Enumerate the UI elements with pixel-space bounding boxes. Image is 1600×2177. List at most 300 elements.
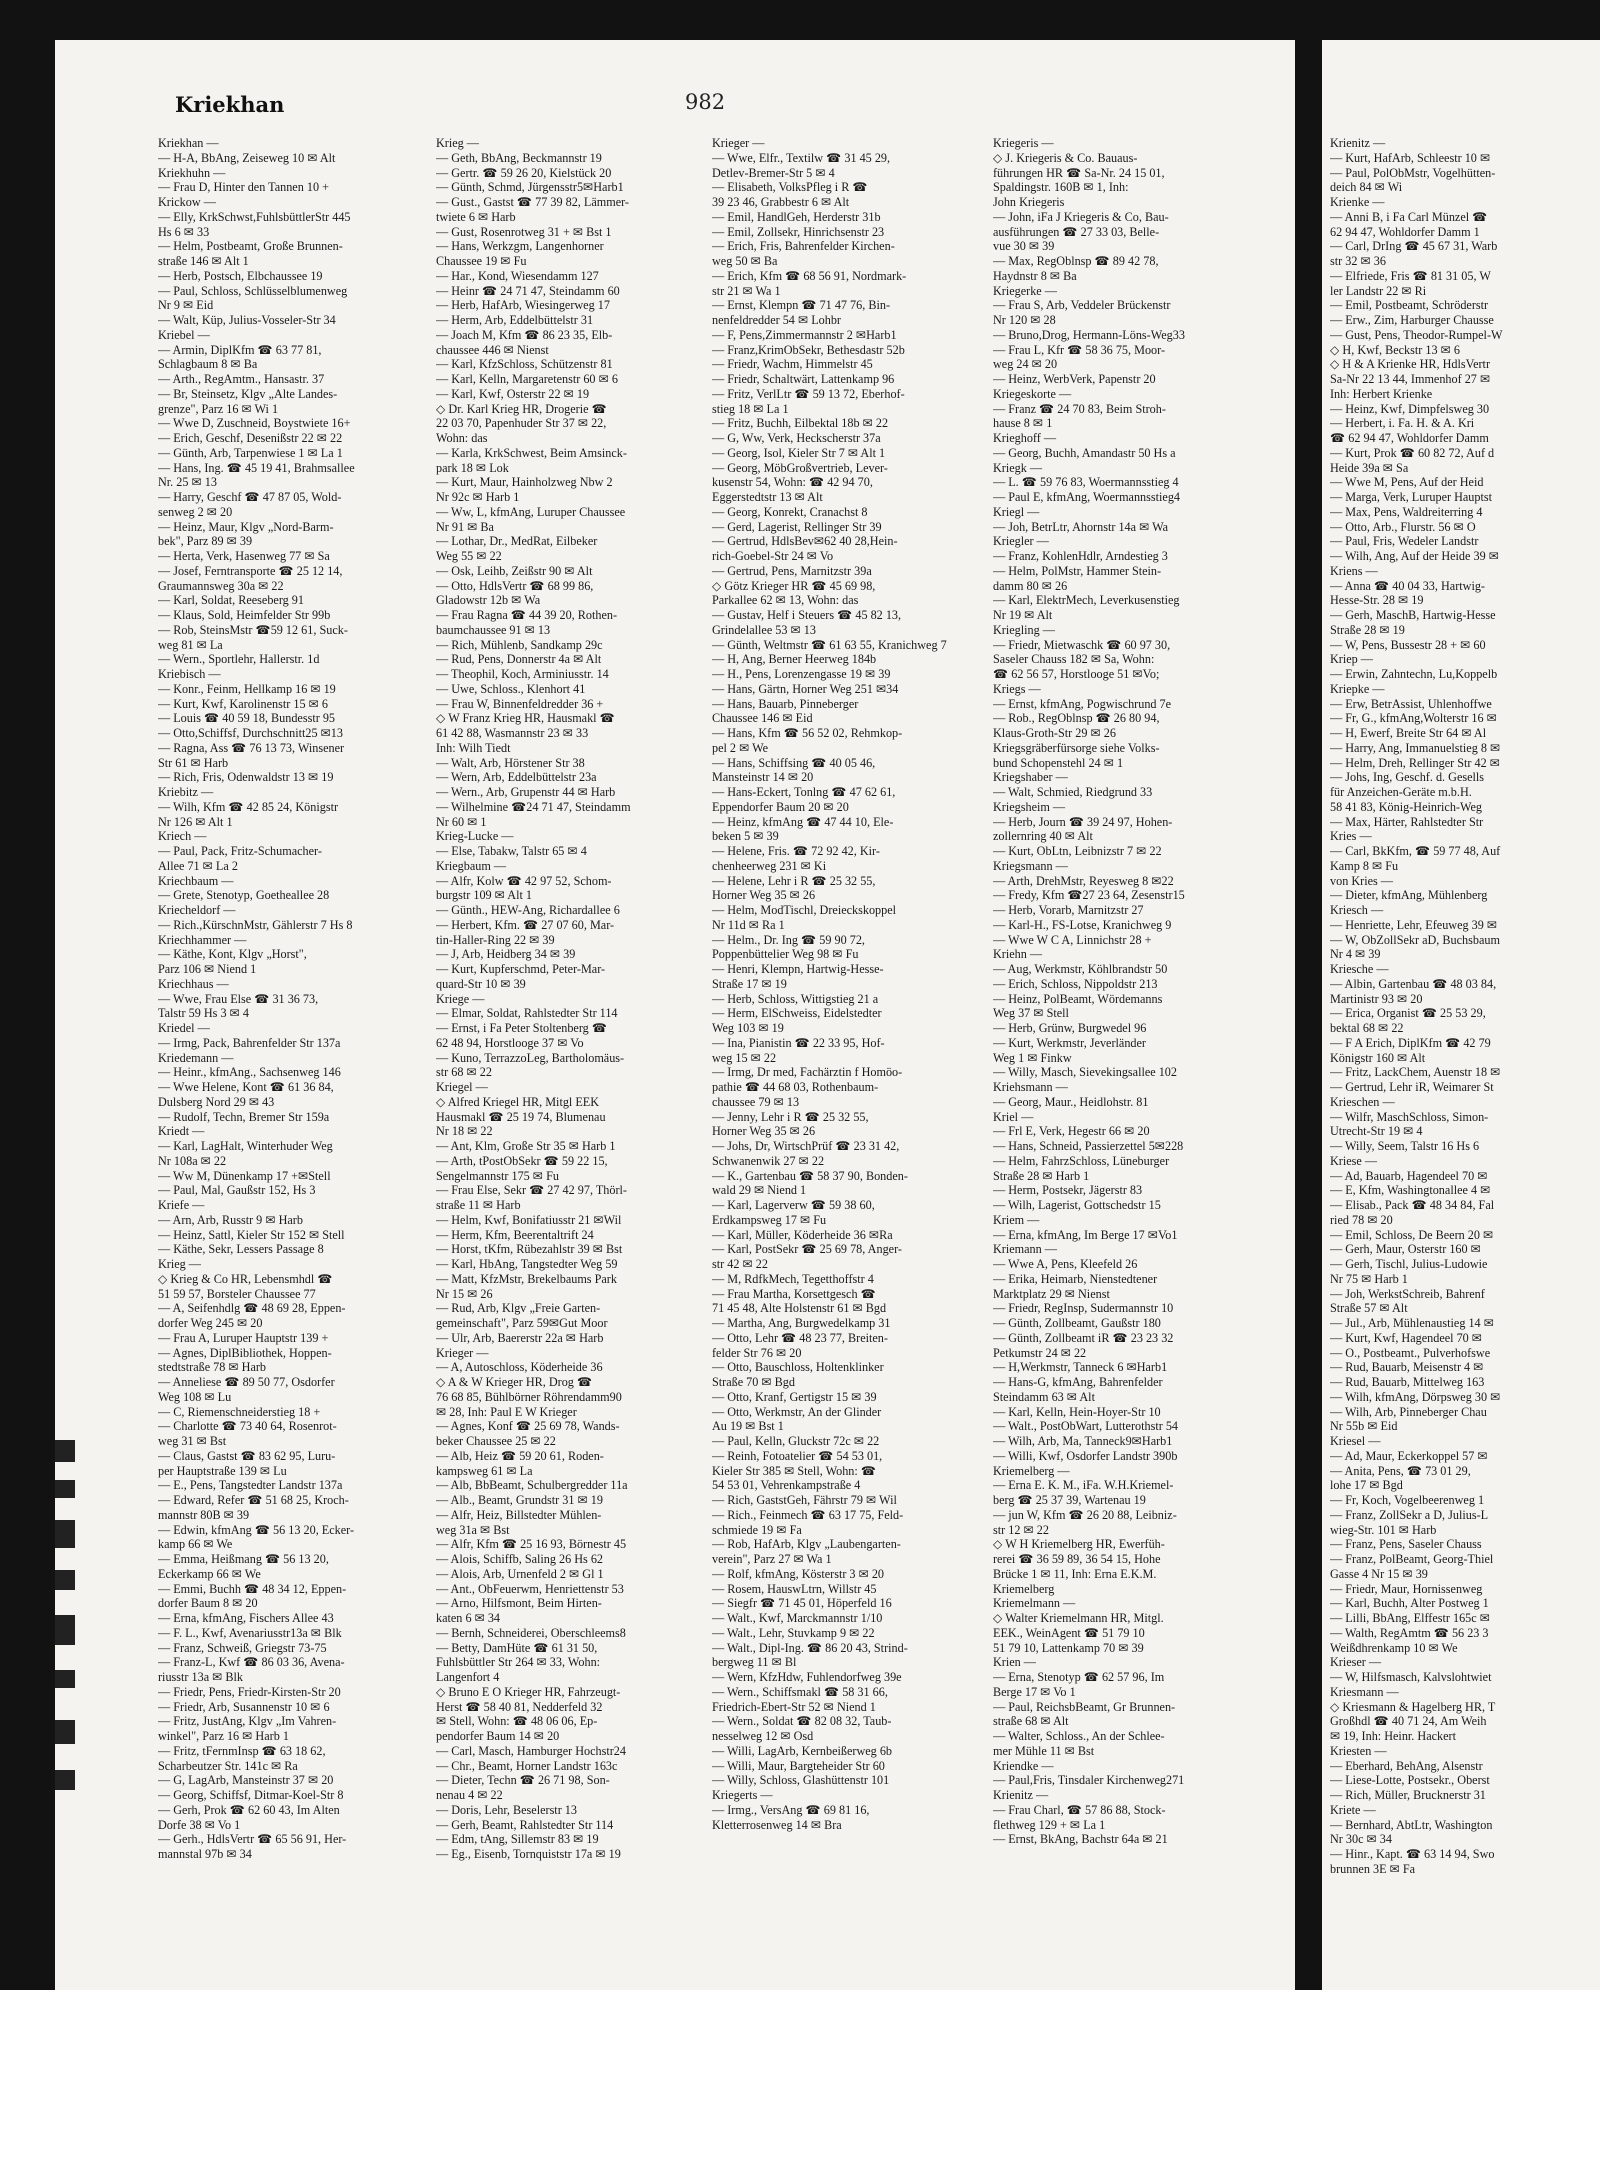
directory-line: — Ad, Maur, Eckerkoppel 57 ✉ [1330, 1448, 1488, 1463]
directory-line: baumchaussee 91 ✉ 13 [436, 622, 551, 637]
directory-line: — Georg, Buchh, Amandastr 50 Hs a [993, 445, 1176, 460]
directory-line: — Alfr, Heiz, Billstedter Mühlen- [436, 1507, 602, 1522]
directory-line: — Frau L, Kfr ☎ 58 36 75, Moor- [993, 342, 1165, 357]
directory-line: — W, Pens, Bussestr 28 + ✉ 60 [1330, 637, 1486, 652]
directory-line: — Walter, Schloss., An der Schlee- [993, 1729, 1165, 1743]
directory-line: — Erw, BetrAssist, Uhlenhoffwe [1330, 696, 1492, 711]
directory-line: Kriegl — [993, 504, 1040, 519]
directory-line: Kriemelmann — [993, 1596, 1076, 1611]
directory-line: straße 11 ✉ Harb [436, 1198, 521, 1212]
directory-line: Dorfe 38 ✉ Vo 1 [158, 1817, 241, 1832]
directory-line: — Alb, Heiz ☎ 59 20 61, Roden- [436, 1448, 604, 1463]
directory-line: Utrecht-Str 19 ✉ 4 [1330, 1124, 1423, 1139]
directory-line: — A, Autoschloss, Köderheide 36 [436, 1360, 603, 1375]
directory-line: — Georg, Maur., Heidlohstr. 81 [993, 1094, 1149, 1109]
directory-line: 39 23 46, Grabbestr 6 ✉ Alt [712, 195, 850, 209]
directory-line: Kriedt — [158, 1124, 205, 1139]
directory-line: Kriegsgräberfürsorge siehe Volks- [993, 740, 1160, 755]
directory-line: Weg 108 ✉ Lu [158, 1389, 232, 1404]
directory-line: — Ant., ObFeuerwm, Henriettenstr 53 [436, 1581, 624, 1596]
directory-line: Kamp 8 ✉ Fu [1330, 858, 1399, 873]
directory-line: mer Mühle 11 ✉ Bst [993, 1743, 1095, 1758]
directory-line: — Har., Kond, Wiesendamm 127 [436, 268, 599, 283]
directory-line: — Hans, Kfm ☎ 56 52 02, Rehmkop- [712, 726, 903, 740]
directory-line: — F. L., Kwf, Avenariusstr13a ✉ Blk [158, 1625, 342, 1640]
directory-line: — Horst, tKfm, Rübezahlstr 39 ✉ Bst [436, 1242, 623, 1257]
directory-line: — Heinz, Kwf, Dimpfelsweg 30 [1330, 401, 1490, 416]
directory-line: — Günth, Zollbeamt iR ☎ 23 23 32 [993, 1330, 1174, 1345]
directory-line: Kriegs — [993, 681, 1041, 696]
directory-line: — jun W, Kfm ☎ 26 20 88, Leibniz- [993, 1507, 1177, 1522]
directory-line: — Herb, HafArb, Wiesingerweg 17 [436, 298, 610, 313]
directory-line: kamp 66 ✉ We [158, 1537, 233, 1552]
directory-line: Erdkampsweg 17 ✉ Fu [712, 1212, 827, 1227]
directory-line: — Günth., HEW-Ang, Richardallee 6 [436, 903, 620, 917]
directory-line: — Irmg., VersAng ☎ 69 81 16, [712, 1802, 870, 1817]
directory-line: — Harry, Geschf ☎ 47 87 05, Wold- [158, 490, 342, 504]
directory-line: flethweg 129 + ✉ La 1 [993, 1817, 1106, 1832]
directory-line: — Gustav, Helf i Steuers ☎ 45 82 13, [712, 608, 902, 622]
directory-line: Kriegeskorte — [993, 386, 1072, 401]
directory-line: stieg 18 ✉ La 1 [712, 401, 789, 416]
directory-column-3 [712, 136, 982, 1832]
directory-line: ◇ Kriesmann & Hagelberg HR, T [1330, 1699, 1496, 1714]
directory-line: Horner Weg 35 ✉ 26 [712, 1124, 816, 1139]
directory-line: — Otto, Arb., Flurstr. 56 ✉ O [1330, 519, 1476, 534]
directory-line: — Walt., PostObWart, Lutterothstr 54 [993, 1419, 1179, 1434]
directory-line: Sengelmannstr 175 ✉ Fu [436, 1168, 559, 1183]
directory-line: — M, RdfkMech, Tegetthoffstr 4 [712, 1271, 874, 1286]
directory-line: — Otto, Werkmstr, An der Glinder [712, 1404, 882, 1419]
directory-line: Horner Weg 35 ✉ 26 [712, 888, 816, 903]
directory-line: — Fr, Koch, Vogelbeerenweg 1 [1330, 1493, 1485, 1507]
directory-line: — Irmg, Dr med, Fachärztin f Homöo- [712, 1065, 903, 1080]
directory-line: Kriesche — [1330, 962, 1389, 976]
directory-line: Krieger — [712, 136, 765, 150]
directory-line: — Alb, BbBeamt, Schulbergredder 11a [436, 1478, 628, 1493]
directory-line: Kriegerke — [993, 283, 1057, 298]
directory-line: Hausmakl ☎ 25 19 74, Blumenau [436, 1109, 606, 1124]
directory-line: twiete 6 ✉ Harb [436, 209, 516, 224]
directory-line: Eppendorfer Baum 20 ✉ 20 [712, 799, 849, 814]
directory-line: Kriese — [1330, 1153, 1378, 1168]
directory-line: Kriedel — [158, 1021, 210, 1035]
directory-line: — Arn, Arb, Russtr 9 ✉ Harb [158, 1212, 303, 1227]
directory-line: weg 31a ✉ Bst [436, 1522, 510, 1537]
directory-line: — F A Erich, DiplKfm ☎ 42 79 [1330, 1035, 1491, 1050]
directory-line: — Herb, Vorarb, Marnitzstr 27 [993, 903, 1144, 917]
directory-line: — Frau W, Binnenfeldredder 36 + [436, 696, 604, 711]
directory-line: wald 29 ✉ Niend 1 [712, 1183, 807, 1198]
directory-line: Talstr 59 Hs 3 ✉ 4 [158, 1006, 249, 1021]
directory-line: — Emmi, Buchh ☎ 48 34 12, Eppen- [158, 1581, 347, 1596]
directory-line: — Herm, Postsekr, Jägerstr 83 [993, 1183, 1143, 1198]
directory-line: — Alfr, Kfm ☎ 25 16 93, Börnestr 45 [436, 1537, 627, 1552]
directory-line: — Fritz, VerlLtr ☎ 59 13 72, Eberhof- [712, 386, 905, 401]
directory-line: dorfer Weg 245 ✉ 20 [158, 1316, 263, 1330]
directory-line: — A, Seifenhdlg ☎ 48 69 28, Eppen- [158, 1301, 346, 1316]
directory-line: — Rob, HafArb, Klgv „Laubengarten- [712, 1537, 901, 1552]
directory-line: lohe 17 ✉ Bgd [1330, 1478, 1403, 1493]
directory-line: Chaussee 19 ✉ Fu [436, 254, 527, 268]
directory-line: — Herm, ElSchweiss, Eidelstedter [712, 1006, 882, 1021]
directory-line: Nr 120 ✉ 28 [993, 313, 1056, 327]
directory-line: verein", Parz 27 ✉ Wa 1 [712, 1552, 832, 1566]
directory-line: Sa-Nr 22 13 44, Immenhof 27 ✉ [1330, 372, 1491, 386]
directory-line: — Wilh, Arb, Ma, Tanneck9✉Harb1 [993, 1434, 1173, 1448]
directory-line: — Wilh, kfmAng, Dörpsweg 30 ✉ [1330, 1389, 1501, 1404]
directory-line: Detlev-Bremer-Str 5 ✉ 4 [712, 165, 835, 180]
directory-line: — Helm, ModTischl, Dreieckskoppel [712, 903, 897, 917]
directory-line: — Else, Tabakw, Talstr 65 ✉ 4 [436, 844, 587, 858]
directory-line: von Kries — [1330, 873, 1393, 888]
directory-line: Gasse 4 Nr 15 ✉ 39 [1330, 1566, 1428, 1581]
thumb-index-marks [55, 1440, 77, 1840]
directory-line: Straße 28 ✉ 19 [1330, 622, 1405, 637]
directory-line: str 21 ✉ Wa 1 [712, 283, 781, 298]
directory-line: — Anna ☎ 40 04 33, Hartwig- [1330, 578, 1485, 593]
directory-line: — Arth, tPostObSekr ☎ 59 22 15, [436, 1153, 608, 1168]
directory-line: — Kurt, Maur, Hainholzweg Nbw 2 [436, 475, 613, 490]
running-head: Kriekhan [175, 92, 285, 117]
directory-line: Kriesch — [1330, 903, 1384, 917]
directory-line: schmiede 19 ✉ Fa [712, 1522, 802, 1537]
directory-line: Krien — [993, 1655, 1036, 1670]
directory-line: Weg 37 ✉ Stell [993, 1006, 1069, 1021]
directory-line: Langenfort 4 [436, 1670, 500, 1684]
directory-line: — Wwe, Frau Else ☎ 31 36 73, [158, 991, 319, 1006]
directory-line: — Walt, Schmied, Riedgrund 33 [993, 785, 1153, 799]
directory-line: — G, Ww, Verk, Heckscherstr 37a [712, 431, 881, 445]
directory-line: — Hans, Bauarb, Pinneberger [712, 696, 859, 711]
directory-line: quard-Str 10 ✉ 39 [436, 976, 526, 991]
directory-line: nenfeldredder 54 ✉ Lohbr [712, 313, 841, 327]
directory-line: — Ww, L, kfmAng, Luruper Chaussee [436, 504, 626, 519]
directory-line: katen 6 ✉ 34 [436, 1611, 501, 1625]
directory-line: str 32 ✉ 36 [1330, 254, 1386, 268]
directory-line: — Arth., RegAmtm., Hansastr. 37 [158, 372, 325, 386]
directory-line: dorfer Baum 8 ✉ 20 [158, 1596, 258, 1611]
directory-line: — Erich, Schloss, Nippoldstr 213 [993, 976, 1158, 991]
directory-line: — Jul., Arb, Mühlenaustieg 14 ✉ [1330, 1316, 1494, 1330]
directory-line: — Fritz, Buchh, Eilbektal 18b ✉ 22 [712, 416, 889, 431]
directory-line: — Rud, Arb, Klgv „Freie Garten- [436, 1301, 601, 1316]
directory-line: Kriekhuhn — [158, 165, 226, 180]
directory-line: — O., Postbeamt., Pulverhofswe [1330, 1345, 1491, 1360]
directory-line: — Kurt, Prok ☎ 60 82 72, Auf d [1330, 445, 1495, 460]
directory-line: — Paul E, kfmAng, Woermannsstieg4 [993, 490, 1181, 504]
directory-line: — Erich, Kfm ☎ 68 56 91, Nordmark- [712, 268, 907, 283]
directory-line: — Erica, Organist ☎ 25 53 29, [1330, 1006, 1486, 1021]
directory-line: — Harry, Ang, Immanuelstieg 8 ✉ [1330, 740, 1501, 755]
directory-line: — Gerh, MaschB, Hartwig-Hesse [1330, 608, 1496, 622]
directory-line: Kriesel — [1330, 1434, 1381, 1448]
directory-line: — Ulr, Arb, Baererstr 22a ✉ Harb [436, 1330, 604, 1345]
directory-line: — J, Arb, Heidberg 34 ✉ 39 [436, 947, 576, 962]
directory-line: ◇ Bruno E O Krieger HR, Fahrzeugt- [436, 1684, 621, 1699]
directory-line: — Herbert, Kfm. ☎ 27 07 60, Mar- [436, 917, 615, 932]
directory-line: — W, ObZollSekr aD, Buchsbaum [1330, 932, 1500, 947]
directory-line: — Helm, Dreh, Rellinger Str 42 ✉ [1330, 755, 1500, 770]
directory-line: — Karl, Lagerverw ☎ 59 38 60, [712, 1198, 875, 1212]
directory-line: weg 31 ✉ Bst [158, 1434, 227, 1448]
directory-line: — Karla, KrkSchwest, Beim Amsinck- [436, 445, 627, 460]
directory-line: — Gerh, Beamt, Rahlstedter Str 114 [436, 1817, 614, 1832]
directory-line: — Otto, Kranf, Gertigstr 15 ✉ 39 [712, 1389, 877, 1404]
directory-line: — Friedr, Wachm, Himmelstr 45 [712, 357, 873, 372]
directory-line: — Paul, Mal, Gaußstr 152, Hs 3 [158, 1183, 316, 1198]
directory-line: Weg 1 ✉ Finkw [993, 1050, 1072, 1065]
directory-line: — Paul, ReichsbBeamt, Gr Brunnen- [993, 1699, 1176, 1714]
directory-line: — Franz, Schweiß, Griegstr 73-75 [158, 1640, 327, 1655]
directory-line: — Frau Ragna ☎ 44 39 20, Rothen- [436, 608, 618, 622]
directory-line: vue 30 ✉ 39 [993, 239, 1055, 254]
directory-line: Petkumstr 24 ✉ 22 [993, 1345, 1087, 1360]
directory-line: ☎ 62 94 47, Wohldorfer Damm [1330, 431, 1489, 445]
directory-line: per Hauptstraße 139 ✉ Lu [158, 1463, 287, 1478]
directory-line: chenheerweg 231 ✉ Ki [712, 858, 827, 873]
directory-line: ✉ Stell, Wohn: ☎ 48 06 06, Ep- [436, 1714, 598, 1729]
directory-line: Allee 71 ✉ La 2 [158, 858, 238, 873]
directory-line: — Gust, Rosenrotweg 31 + ✉ Bst 1 [436, 224, 612, 239]
directory-line: Berge 17 ✉ Vo 1 [993, 1684, 1076, 1699]
directory-line: Nr 30c ✉ 34 [1330, 1832, 1392, 1847]
directory-line: — Emil, Postbeamt, Schröderstr [1330, 298, 1489, 313]
directory-line: — Rosem, HauswLtrn, Willstr 45 [712, 1581, 877, 1596]
directory-line: — Ernst, kfmAng, Pogwischrund 7e [993, 696, 1172, 711]
directory-line: mannstr 80B ✉ 39 [158, 1507, 250, 1522]
directory-line: — Charlotte ☎ 73 40 64, Rosenrot- [158, 1419, 337, 1434]
directory-line: ◇ Dr. Karl Krieg HR, Drogerie ☎ [436, 401, 607, 416]
directory-line: — Claus, Gastst ☎ 83 62 95, Luru- [158, 1448, 336, 1463]
directory-line: Nr 75 ✉ Harb 1 [1330, 1271, 1408, 1286]
directory-line: — Herb, Postsch, Elbchaussee 19 [158, 268, 323, 283]
directory-line: rich-Goebel-Str 24 ✉ Vo [712, 549, 834, 563]
directory-line: Kriebitz — [158, 785, 214, 799]
directory-line: grenze", Parz 16 ✉ Wi 1 [158, 401, 279, 416]
directory-line: — Br, Steinsetz, Klgv „Alte Landes- [158, 386, 338, 401]
directory-line: Parz 106 ✉ Niend 1 [158, 962, 257, 976]
directory-line: — Frau Martha, Korsettgesch ☎ [712, 1286, 876, 1301]
directory-line: 62 94 47, Wohldorfer Damm 1 [1330, 224, 1480, 239]
directory-line: — Irmg, Pack, Bahrenfelder Str 137a [158, 1035, 341, 1050]
directory-line: — Herta, Verk, Hasenweg 77 ✉ Sa [158, 549, 330, 563]
directory-line: — Wern, KfzHdw, Fuhlendorfweg 39e [712, 1670, 902, 1684]
directory-line: Kriege — [436, 991, 485, 1006]
directory-line: chaussee 446 ✉ Nienst [436, 342, 549, 357]
directory-line: — Fritz, JustAng, Klgv „Im Vahren- [158, 1714, 337, 1729]
directory-line: — Agnes, DiplBibliothek, Hoppen- [158, 1345, 332, 1360]
page-header [175, 80, 1285, 120]
directory-line: — Erika, Heimarb, Nienstedtener [993, 1271, 1158, 1286]
directory-line: — Alois, Arb, Urnenfeld 2 ✉ Gl 1 [436, 1566, 604, 1581]
directory-line: Krieg-Lucke — [436, 829, 514, 844]
directory-line: — Erich, Geschf, Desenißstr 22 ✉ 22 [158, 431, 343, 445]
directory-line: Königstr 160 ✉ Alt [1330, 1050, 1426, 1065]
directory-line: Kriechhaus — [158, 976, 229, 991]
directory-line: — Bernhard, AbtLtr, Washington [1330, 1817, 1493, 1832]
directory-line: — Franz, Pens, Saseler Chauss [1330, 1537, 1482, 1552]
directory-line: pathie ☎ 44 68 03, Rothenbaum- [712, 1080, 879, 1094]
directory-line: Weißdhrenkamp 10 ✉ We [1330, 1640, 1458, 1655]
directory-line: Eggerstedtstr 13 ✉ Alt [712, 490, 823, 504]
directory-line: Scharbeutzer Str. 141c ✉ Ra [158, 1758, 298, 1773]
directory-line: — Hans-G, kfmAng, Bahrenfelder [993, 1375, 1163, 1389]
directory-line: Spaldingstr. 160B ✉ 1, Inh: [993, 180, 1129, 195]
directory-line: — F, Pens,Zimmermannstr 2 ✉Harb1 [712, 327, 897, 342]
directory-line: — Klaus, Sold, Heimfelder Str 99b [158, 608, 331, 622]
directory-line: — Kurt, ObLtn, Leibnizstr 7 ✉ 22 [993, 844, 1162, 858]
directory-line: — Hans, Schneid, Passierzettel 5✉228 [993, 1139, 1184, 1153]
directory-line: beken 5 ✉ 39 [712, 829, 779, 844]
directory-line: — Joh, WerkstSchreib, Bahrenf [1330, 1286, 1485, 1301]
directory-line: ✉ 19, Inh: Heinr. Hackert [1330, 1729, 1456, 1743]
directory-line: Gladowstr 12b ✉ Wa [436, 593, 541, 608]
directory-line: — Rolf, kfmAng, Kösterstr 3 ✉ 20 [712, 1566, 885, 1581]
directory-line: — Grete, Stenotyp, Goetheallee 28 [158, 888, 330, 903]
directory-line: — Ww M, Dünenkamp 17 +✉Stell [158, 1168, 331, 1183]
directory-line: — Rudolf, Techn, Bremer Str 159a [158, 1109, 330, 1124]
directory-line: — Willi, LagArb, Kernbeißerweg 6b [712, 1743, 893, 1758]
directory-line: — Louis ☎ 40 59 18, Bundesstr 95 [158, 711, 336, 726]
directory-line: — John, iFa J Kriegeris & Co, Bau- [993, 209, 1169, 224]
directory-line: ◇ H & A Krienke HR, HdlsVertr [1330, 357, 1491, 372]
directory-line: Nr 4 ✉ 39 [1330, 947, 1381, 962]
directory-line: Straße 17 ✉ 19 [712, 976, 787, 991]
directory-line: Krieschen — [1330, 1094, 1395, 1109]
directory-line: — Wwe, Elfr., Textilw ☎ 31 45 29, [712, 150, 891, 165]
directory-line: chaussee 79 ✉ 13 [712, 1094, 800, 1109]
directory-line: — Walt, Küp, Julius-Vosseler-Str 34 [158, 313, 336, 327]
directory-line: Schwanenwik 27 ✉ 22 [712, 1153, 825, 1168]
directory-line: ◇ Götz Krieger HR ☎ 45 69 98, [712, 578, 876, 593]
directory-line: — Frau Charl, ☎ 57 86 88, Stock- [993, 1802, 1166, 1817]
directory-line: — Wilh, Kfm ☎ 42 85 24, Königstr [158, 799, 339, 814]
directory-line: — Karl, PostSekr ☎ 25 69 78, Anger- [712, 1242, 902, 1257]
directory-line: Kriemelberg [993, 1581, 1055, 1596]
directory-line: — Friedr, Mietwaschk ☎ 60 97 30, [993, 637, 1171, 652]
directory-line: Str 61 ✉ Harb [158, 755, 229, 770]
directory-line: — Otto, HdlsVertr ☎ 68 99 86, [436, 578, 594, 593]
directory-line: — Johs, Ing, Geschf. d. Gesells [1330, 770, 1485, 785]
directory-line: führungen HR ☎ Sa-Nr. 24 15 01, [993, 165, 1165, 180]
directory-line: — Gertr. ☎ 59 26 20, Kielstück 20 [436, 165, 612, 180]
directory-line: — Elisabeth, VolksPfleg i R ☎ [712, 180, 868, 195]
directory-line: Kriehn — [993, 947, 1043, 962]
directory-line: — Ina, Pianistin ☎ 22 33 95, Hof- [712, 1035, 885, 1050]
directory-line: — Wwe A, Pens, Kleefeld 26 [993, 1257, 1138, 1271]
directory-line: — Emma, Heißmang ☎ 56 13 20, [158, 1552, 329, 1566]
directory-line: — Frl E, Verk, Hegestr 66 ✉ 20 [993, 1124, 1150, 1139]
directory-line: — Kurt, Werkmstr, Jeverländer [993, 1035, 1146, 1050]
directory-line: — Fr, G., kfmAng,Wolterstr 16 ✉ [1330, 711, 1497, 726]
directory-line: — Gerh, Prok ☎ 62 60 43, Im Alten [158, 1802, 340, 1817]
directory-line: — G, LagArb, Mansteinstr 37 ✉ 20 [158, 1773, 334, 1788]
directory-line: — Dieter, Techn ☎ 26 71 98, Son- [436, 1773, 610, 1788]
directory-line: Kriefe — [158, 1198, 205, 1212]
directory-line: bektal 68 ✉ 22 [1330, 1021, 1404, 1035]
directory-line: — Kuno, TerrazzoLeg, Bartholomäus- [436, 1050, 625, 1065]
directory-line: Krieghoff — [993, 431, 1057, 445]
directory-line: gemeinschaft", Parz 59✉Gut Moor [436, 1316, 608, 1330]
directory-line: Kriem — [993, 1212, 1040, 1227]
directory-line: — Geth, BbAng, Beckmannstr 19 [436, 150, 602, 165]
directory-line: Kriechhammer — [158, 932, 247, 947]
directory-line: — Walth, RegAmtm ☎ 56 23 3 [1330, 1625, 1489, 1640]
directory-line: — H, Ewerf, Breite Str 64 ✉ Al [1330, 726, 1487, 740]
directory-line: — Wilh, Lagerist, Gottschedstr 15 [993, 1198, 1161, 1212]
directory-line: — Willy, Masch, Sievekingsallee 102 [993, 1065, 1177, 1080]
directory-line: — Rob, SteinsMstr ☎59 12 61, Suck- [158, 622, 348, 637]
directory-line: — Kurt, Kwf, Hagendeel 70 ✉ [1330, 1330, 1483, 1345]
directory-line: burgstr 109 ✉ Alt 1 [436, 888, 532, 903]
directory-line: — Gertrud, HdlsBev✉62 40 28,Hein- [712, 534, 898, 549]
directory-line: — Walt, Arb, Hörstener Str 38 [436, 755, 585, 770]
directory-line: Straße 70 ✉ Bgd [712, 1375, 795, 1389]
directory-line: — Max, Pens, Waldreiterring 4 [1330, 504, 1483, 519]
directory-line: — Armin, DiplKfm ☎ 63 77 81, [158, 342, 322, 357]
directory-line: — Hans-Eckert, Tonlng ☎ 47 62 61, [712, 785, 896, 799]
directory-line: — Gertrud, Lehr iR, Weimarer St [1330, 1080, 1494, 1094]
directory-line: kampsweg 61 ✉ La [436, 1463, 533, 1478]
directory-line: — Herm, Kfm, Beerentaltrift 24 [436, 1227, 594, 1242]
directory-line: — Gerh., HdlsVertr ☎ 65 56 91, Her- [158, 1832, 347, 1847]
directory-line: 58 41 83, König-Heinrich-Weg [1330, 799, 1483, 814]
directory-line: ried 78 ✉ 20 [1330, 1212, 1393, 1227]
directory-line: Nr 92c ✉ Harb 1 [436, 490, 520, 504]
directory-line: — Hans, Ing. ☎ 45 19 41, Brahmsallee [158, 460, 355, 475]
directory-line: — L. ☎ 59 76 83, Woermannsstieg 4 [993, 475, 1179, 490]
directory-line: weg 50 ✉ Ba [712, 254, 778, 268]
directory-line: Hs 6 ✉ 33 [158, 224, 210, 239]
directory-line: Nr. 25 ✉ 13 [158, 475, 217, 490]
directory-line: — Jenny, Lehr i R ☎ 25 32 55, [712, 1109, 869, 1124]
directory-line: — Walt., Kwf, Marckmannstr 1/10 [712, 1611, 883, 1625]
directory-line: — Lilli, BbAng, Elffestr 165c ✉ [1330, 1611, 1490, 1625]
directory-column-1 [158, 136, 426, 1862]
directory-line: — Willi, Maur, Bargteheider Str 60 [712, 1758, 885, 1773]
directory-line: — Rich., Feinmech ☎ 63 17 75, Feld- [712, 1507, 904, 1522]
directory-line: Kriemann — [993, 1242, 1057, 1257]
directory-line: winkel", Parz 16 ✉ Harb 1 [158, 1729, 289, 1743]
directory-line: — Rud, Pens, Donnerstr 4a ✉ Alt [436, 652, 602, 667]
directory-line: — Otto,Schiffsf, Durchschnitt25 ✉13 [158, 726, 343, 740]
directory-line: — Emil, Zollsekr, Hinrichsenstr 23 [712, 224, 885, 239]
directory-line: Kriesmann — [1330, 1684, 1399, 1699]
directory-line: ◇ Krieg & Co HR, Lebensmhdl ☎ [158, 1271, 333, 1286]
directory-line: — Helm, FahrzSchloss, Lüneburger [993, 1153, 1170, 1168]
directory-line: Nr 60 ✉ 1 [436, 814, 487, 829]
directory-line: — Friedr, Pens, Friedr-Kirsten-Str 20 [158, 1684, 341, 1699]
directory-line: — Heinz, WerbVerk, Papenstr 20 [993, 372, 1156, 386]
directory-line: — Eberhard, BehAng, Alsenstr [1330, 1758, 1483, 1773]
directory-line: — Karl, Müller, Köderheide 36 ✉Ra [712, 1227, 893, 1242]
directory-line: — Heinr., kfmAng., Sachsenweg 146 [158, 1065, 341, 1080]
directory-line: — Henri, Klempn, Hartwig-Hesse- [712, 962, 884, 976]
directory-line: Graumannsweg 30a ✉ 22 [158, 578, 284, 593]
directory-line: beker Chaussee 25 ✉ 22 [436, 1434, 556, 1448]
directory-line: — Kurt, HafArb, Schleestr 10 ✉ [1330, 150, 1491, 165]
directory-line: — Walt., Dipl-Ing. ☎ 86 20 43, Strind- [712, 1640, 908, 1655]
directory-line: — Alfr, Kolw ☎ 42 97 52, Schom- [436, 873, 612, 888]
directory-line: — Herb, Schloss, Wittigstieg 21 a [712, 991, 879, 1006]
directory-line: — Friedr, Maur, Hornissenweg [1330, 1581, 1483, 1596]
directory-line: — Franz ☎ 24 70 83, Beim Stroh- [993, 401, 1166, 416]
directory-line: ☎ 62 56 57, Horstlooge 51 ✉Vo; [993, 667, 1160, 681]
directory-line: Weg 103 ✉ 19 [712, 1021, 784, 1035]
directory-line: Kriens — [1330, 563, 1378, 578]
directory-line: senweg 2 ✉ 20 [158, 504, 233, 519]
